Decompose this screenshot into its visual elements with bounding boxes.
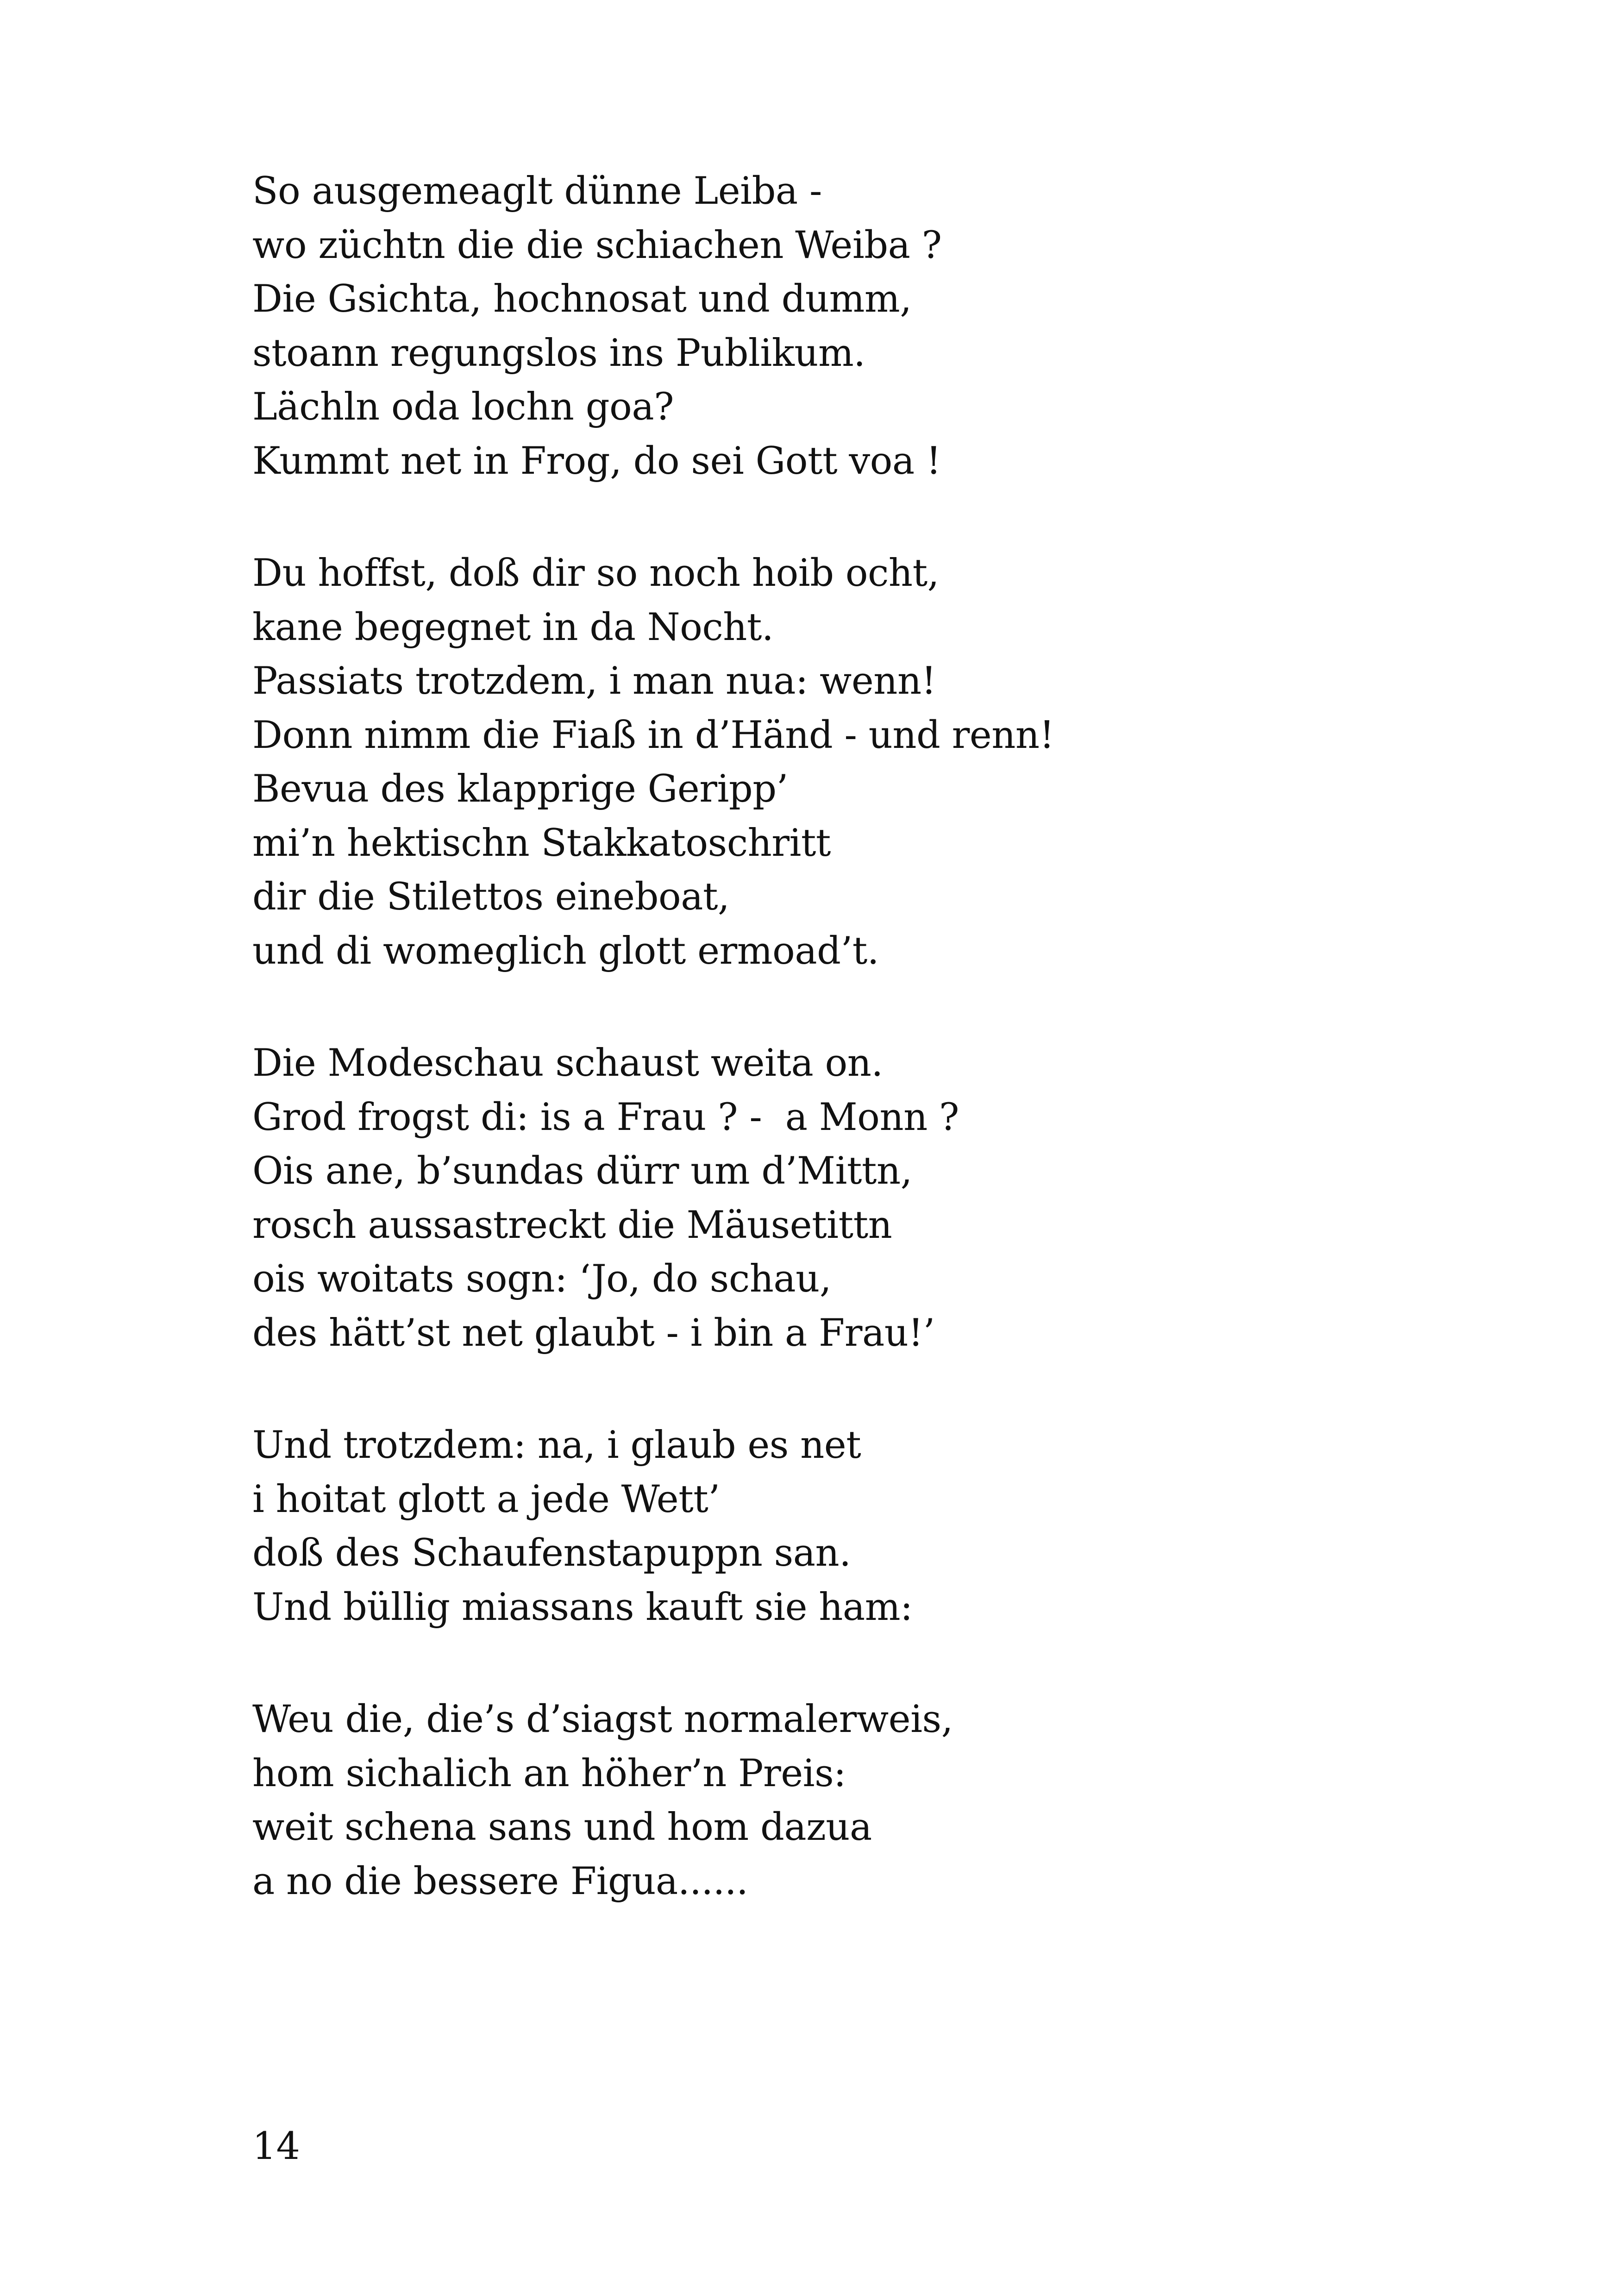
poem-line: Die Modeschau schaust weita on. — [252, 1041, 883, 1085]
poem-line: Lächln oda lochn goa? — [252, 385, 674, 429]
poem-line: Und trotzdem: na, i glaub es net — [252, 1424, 861, 1467]
poem-line: doß des Schaufenstapuppn san. — [252, 1531, 851, 1575]
poem-line: Du hoffst, doß dir so noch hoib ocht, — [252, 552, 939, 595]
poem-line: dir die Stilettos eineboat, — [252, 875, 730, 919]
poem-line: Kummt net in Frog, do sei Gott voa ! — [252, 439, 941, 483]
poem-line: des hätt’st net glaubt - i bin a Frau!’ — [252, 1311, 935, 1355]
stanza-3 — [252, 1036, 1503, 1360]
poem-line: Passiats trotzdem, i man nua: wenn! — [252, 659, 936, 703]
stanza-2 — [252, 546, 1503, 978]
poem-line: Weu die, die’s d’siagst normalerweis, — [252, 1698, 953, 1741]
poem-line: Die Gsichta, hochnosat und dumm, — [252, 277, 912, 321]
poem-line: Donn nimm die Fiaß in d’Händ - und renn! — [252, 713, 1054, 757]
poem-line: Und büllig miassans kauft sie ham: — [252, 1585, 913, 1629]
poem-line: weit schena sans und hom dazua — [252, 1806, 872, 1849]
poem-line: ois woitats sogn: ‘Jo, do schau, — [252, 1257, 832, 1301]
poem-line: mi’n hektischn Stakkatoschritt — [252, 821, 831, 865]
poem-line: a no die bessere Figua...... — [252, 1859, 748, 1903]
page-number: 14 — [252, 2125, 301, 2168]
poem-line: Ois ane, b’sundas dürr um d’Mittn, — [252, 1149, 912, 1193]
poem-line: So ausgemeaglt dünne Leiba - — [252, 169, 822, 213]
poem-line: Grod frogst di: is a Frau ? - a Monn ? — [252, 1095, 959, 1139]
poem-line: rosch aussastreckt die Mäusetittn — [252, 1203, 892, 1247]
poem-line: wo züchtn die die schiachen Weiba ? — [252, 223, 942, 267]
stanza-4 — [252, 1418, 1503, 1634]
stanza-5 — [252, 1693, 1503, 1908]
poem-line: i hoitat glott a jede Wett’ — [252, 1477, 720, 1521]
poem-line: und di womeglich glott ermoad’t. — [252, 929, 879, 973]
poem-line: hom sichalich an höher’n Preis: — [252, 1751, 846, 1795]
stanza-1 — [252, 164, 1503, 488]
poem-line: kane begegnet in da Nocht. — [252, 605, 774, 649]
poem — [252, 164, 1503, 1967]
poem-line: stoann regungslos ins Publikum. — [252, 331, 865, 375]
poem-line: Bevua des klapprige Geripp’ — [252, 767, 788, 811]
